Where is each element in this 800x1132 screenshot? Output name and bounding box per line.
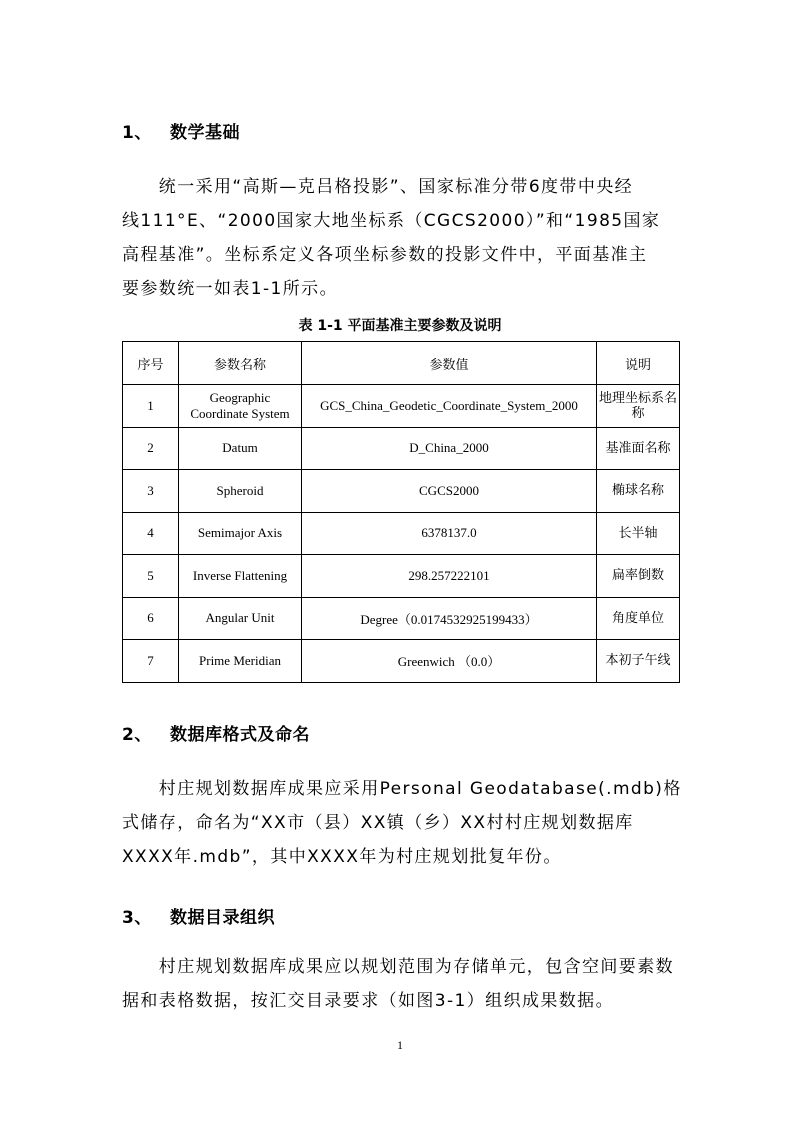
paragraph-line: XXXX年.mdb”，其中XXXX年为村庄规划批复年份。 (122, 847, 562, 867)
row-description: 椭球名称 (597, 470, 680, 513)
row-description: 地理坐标系名称 (597, 385, 680, 428)
row-param-value: CGCS2000 (302, 470, 597, 513)
paragraph-line: 高程基准”。坐标系定义各项坐标参数的投影文件中，平面基准主 (122, 245, 648, 265)
header-param-name: 参数名称 (179, 342, 302, 385)
paragraph-line: 村庄规划数据库成果应以规划范围为存储单元，包含空间要素数 (122, 957, 674, 977)
section-2-paragraph (122, 772, 682, 874)
section-2-title: 数据库格式及命名 (170, 725, 310, 745)
row-index: 7 (123, 640, 179, 683)
section-3-heading (122, 903, 275, 928)
row-description: 长半轴 (597, 512, 680, 555)
section-1-title: 数学基础 (170, 123, 240, 143)
row-param-name: Datum (179, 427, 302, 470)
row-param-name: Semimajor Axis (179, 512, 302, 555)
table-caption: 表 1-1 平面基准主要参数及说明 (298, 318, 502, 334)
row-index: 1 (123, 385, 179, 428)
row-param-name: Spheroid (179, 470, 302, 513)
section-2-heading (122, 720, 310, 745)
section-1-heading (122, 118, 240, 143)
table-row (123, 385, 680, 428)
row-param-value: Degree（0.0174532925199433） (302, 597, 597, 640)
row-param-value: GCS_China_Geodetic_Coordinate_System_2000 (302, 385, 597, 428)
table-header-row (123, 342, 680, 385)
row-index: 3 (123, 470, 179, 513)
section-1-paragraph (122, 170, 678, 306)
table-row (123, 597, 680, 640)
row-index: 4 (123, 512, 179, 555)
paragraph-line: 要参数统一如表1-1所示。 (122, 279, 338, 299)
section-3-number: 3、 (122, 908, 152, 928)
row-param-value: 298.257222101 (302, 555, 597, 598)
row-param-value: 6378137.0 (302, 512, 597, 555)
paragraph-line: 据和表格数据，按汇交目录要求（如图3-1）组织成果数据。 (122, 991, 614, 1011)
table-row (123, 427, 680, 470)
header-description: 说明 (597, 342, 680, 385)
row-param-name: Prime Meridian (179, 640, 302, 683)
section-3-paragraph (122, 950, 678, 1018)
paragraph-line: 式储存，命名为“XX市（县）XX镇（乡）XX村村庄规划数据库 (122, 813, 634, 833)
row-index: 5 (123, 555, 179, 598)
row-description: 扁率倒数 (597, 555, 680, 598)
row-index: 2 (123, 427, 179, 470)
paragraph-line: 线111°E、“2000国家大地坐标系（CGCS2000）”和“1985国家 (122, 211, 661, 231)
table-row (123, 470, 680, 513)
table-row (123, 640, 680, 683)
paragraph-line: 统一采用“高斯—克吕格投影”、国家标准分带6度带中央经 (122, 177, 634, 197)
row-param-name: Geographic Coordinate System (179, 385, 302, 428)
header-index: 序号 (123, 342, 179, 385)
table-row (123, 555, 680, 598)
header-param-value: 参数值 (302, 342, 597, 385)
page-number: 1 (397, 1038, 403, 1052)
section-3-title: 数据目录组织 (170, 908, 275, 928)
row-param-name: Inverse Flattening (179, 555, 302, 598)
row-param-value: Greenwich （0.0） (302, 640, 597, 683)
section-1-number: 1、 (122, 123, 152, 143)
section-2-number: 2、 (122, 725, 152, 745)
row-description: 基准面名称 (597, 427, 680, 470)
table-row (123, 512, 680, 555)
row-param-name: Angular Unit (179, 597, 302, 640)
row-description: 本初子午线 (597, 640, 680, 683)
row-description: 角度单位 (597, 597, 680, 640)
row-index: 6 (123, 597, 179, 640)
row-param-value: D_China_2000 (302, 427, 597, 470)
paragraph-line: 村庄规划数据库成果应采用Personal Geodatabase(.mdb)格 (122, 779, 682, 799)
parameters-table (122, 341, 680, 683)
